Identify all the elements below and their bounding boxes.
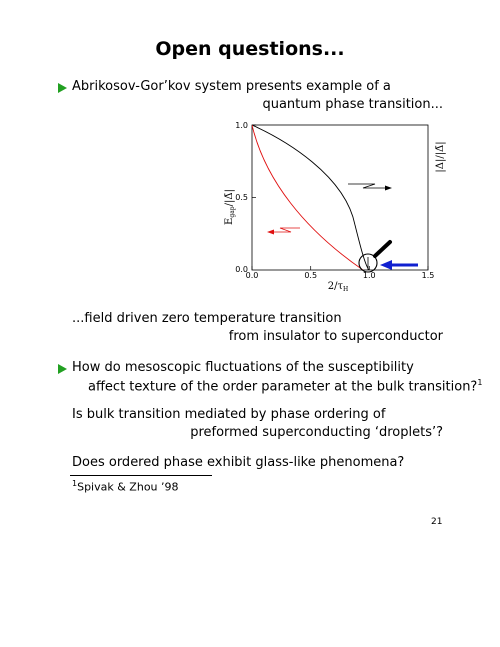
footnote-rule <box>70 475 212 476</box>
order-parameter-curve <box>252 125 369 270</box>
black-zigzag-arrow-icon <box>348 184 392 191</box>
para2-line1: Is bulk transition mediated by phase ordering of <box>72 407 386 422</box>
gap-curve <box>252 125 363 270</box>
bullet2-line1: How do mesoscopic fluctuations of the susceptibility <box>72 360 414 375</box>
footnote-reference: 1 <box>477 378 483 387</box>
para3: Does ordered phase exhibit glass-like phenomena? <box>72 455 405 470</box>
blue-arrow-icon <box>380 260 418 270</box>
y-axis-label-right: |Δ|/|Δ̄| <box>435 141 446 173</box>
para1-line2: from insulator to superconductor <box>228 329 443 344</box>
x-tick-label: 0.0 <box>245 271 259 280</box>
y-tick-label: 0.0 <box>235 265 248 274</box>
para1-line1: ...field driven zero temperature transition <box>72 311 342 326</box>
phase-diagram-figure <box>205 115 455 300</box>
red-zigzag-arrow-icon <box>267 228 300 235</box>
footnote: $^1$Spivak & Zhou ’98 <box>72 479 179 494</box>
bullet-triangle-icon <box>58 364 67 374</box>
page-number: 21 <box>431 517 443 527</box>
x-axis-label: $2/\tau_H$ <box>327 281 349 293</box>
para2-line2: preformed superconducting ‘droplets’? <box>190 425 443 440</box>
bullet1-line1: Abrikosov-Gor’kov system presents example of a <box>72 79 391 94</box>
x-tick-label: 1.0 <box>362 271 376 280</box>
y-tick-label: 0.5 <box>235 193 248 202</box>
y-tick-label: 1.0 <box>235 121 248 130</box>
page-title: Open questions... <box>155 38 345 60</box>
x-tick-label: 1.5 <box>421 271 435 280</box>
bullet2-line2: affect texture of the order parameter at the bulk transition?$^1$ <box>88 378 483 395</box>
y-axis-label-left: $E_{gap}/|\Deltā|$ <box>224 189 236 225</box>
x-tick-label: 0.5 <box>304 271 318 280</box>
axis-ticks <box>252 125 428 270</box>
bullet1-line2: quantum phase transition... <box>262 97 443 112</box>
plot-frame <box>252 125 428 270</box>
bullet-triangle-icon <box>58 83 67 93</box>
